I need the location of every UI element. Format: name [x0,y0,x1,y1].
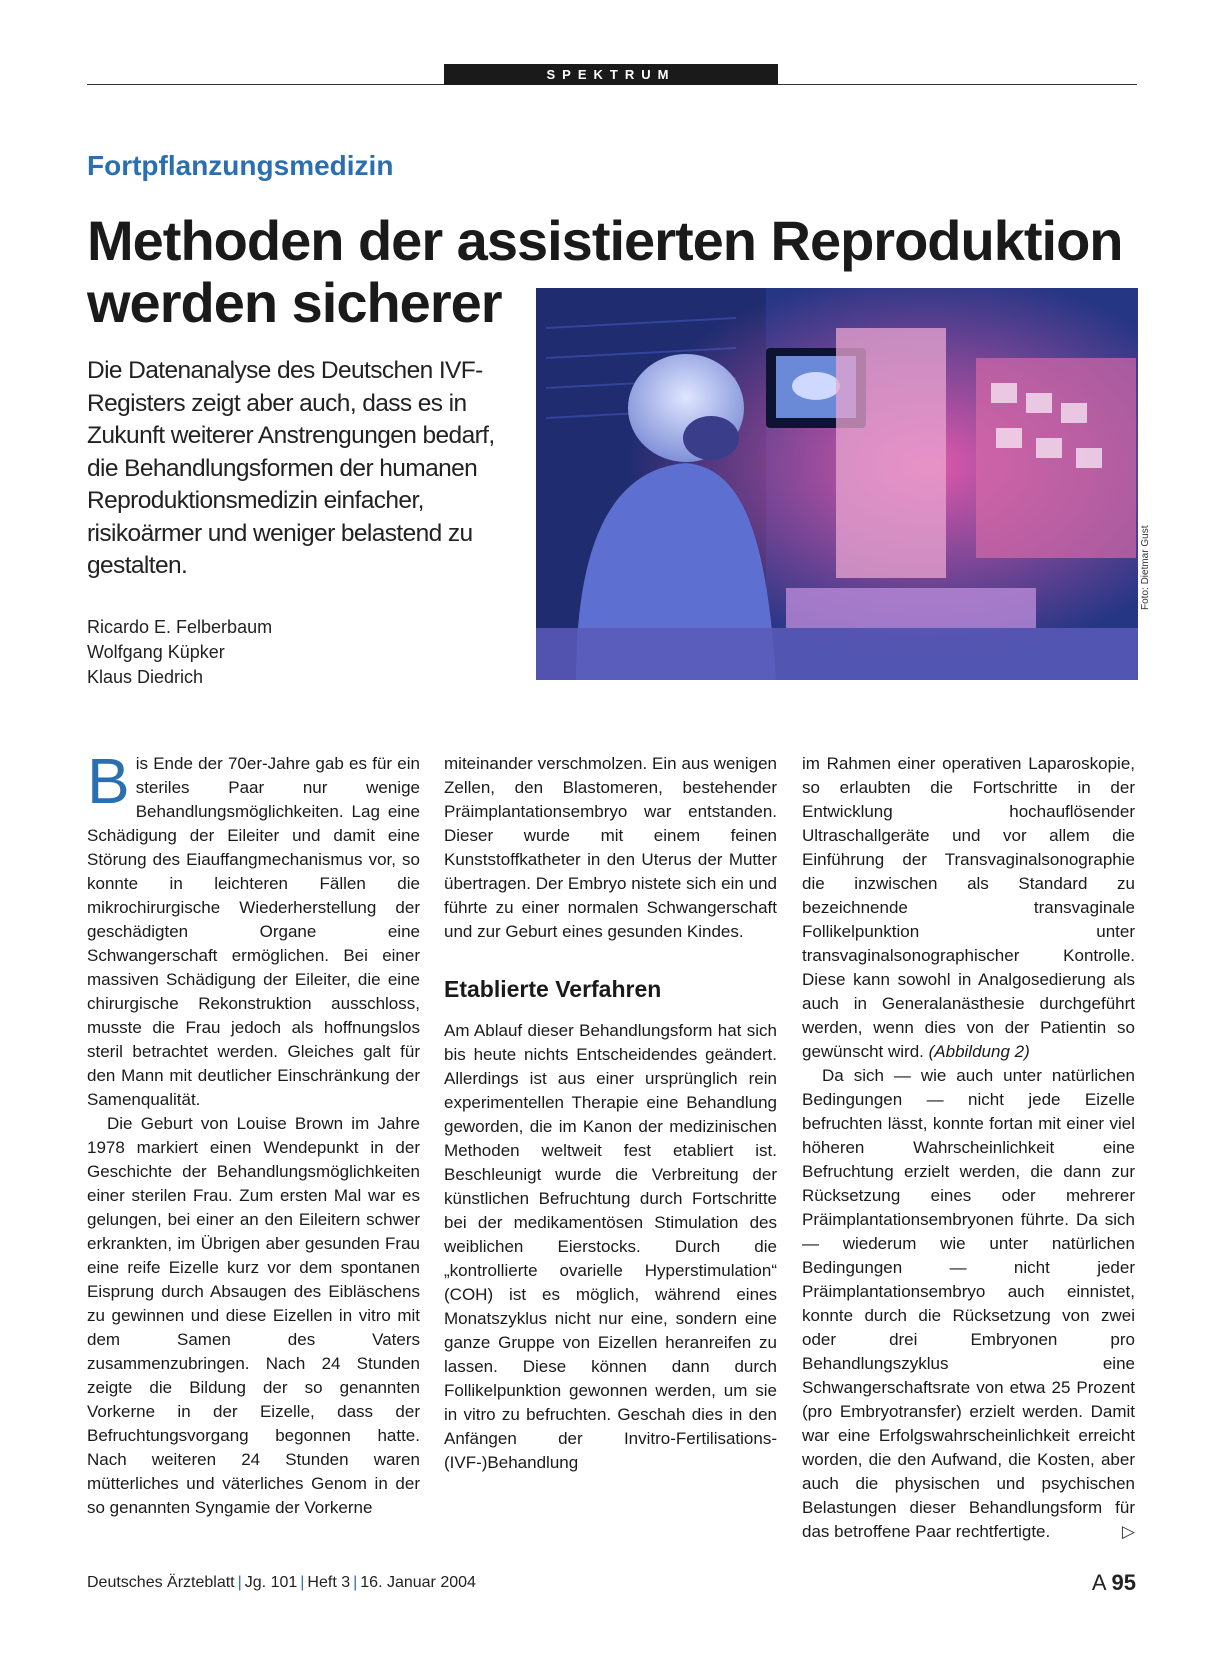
separator: | [353,1574,358,1591]
issue: Heft 3 [307,1574,351,1591]
author-name: Wolfgang Küpker [87,642,225,662]
author-name: Ricardo E. Felberbaum [87,617,273,637]
paragraph-text: is Ende der 70er-Jahre gab es für ein steriles Paar nur wenige Behandlungsmöglichkeiten. Lag eine Schädigung der Eileiter und damit eine Störung des Eiauffangmechanismus vor, so konnte in leichteren Fällen die mikrochirurgische Wiederherstellung der geschädigten Organe eine Schwangerschaft ermöglichen. Bei einer massiven Schädigung der Eileiter, die eine chirurgische Rekonstruktion ausschloss, musste die Frau jedoch als hoffnungslos steril betrachtet werden. Gleiches galt für den Mann mit deutlicher Einschränkung der Samenqualität. [87,754,420,1109]
author-list [87,615,272,690]
page-prefix: A [1091,1570,1106,1595]
separator: | [237,1574,242,1591]
continue-arrow-icon: ▷ [1121,1522,1135,1541]
author-name: Klaus Diedrich [87,667,204,687]
separator: | [300,1574,305,1591]
paragraph [802,1064,1135,1544]
page-number-value: 95 [1111,1570,1136,1595]
drop-cap: B [87,745,130,817]
paragraph: Am Ablauf dieser Behandlungsform hat sich bis heute nichts Entscheidendes geändert. Allerdings ist aus einer ursprünglich rein experimentellen Therapie eine Behandlung geworden, die im Kanon der medizinischen Methoden weltweit fest etabliert ist. Beschleunigt wurde die Verbreitung der künstlichen Befruchtung durch Fortschritte bei der medikamentösen Stimulation des weiblichen Eierstocks. Durch die „kontrollierte ovarielle Hyperstimulation“ (COH) ist es möglich, während eines Monatszyklus nicht nur eine, sondern eine ganze Gruppe von Eizellen heranreifen zu lassen. Diese können dann durch Follikelpunktion gewonnen werden, um sie in vitro zu befruchten. Geschah dies in den Anfängen der Invitro-Fertilisations-(IVF-)Behandlung [444,1021,777,1472]
section-kicker: SPEKTRUM [444,64,778,85]
lab-photo [536,288,1138,680]
paragraph: Die Geburt von Louise Brown im Jahre 1978 markiert einen Wendepunkt in der Geschichte der Behandlungsmöglichkeiten einer sterilen Frau. Zum ersten Mal war es gelungen, bei einer an den Eileitern schwer erkrankten, im Übrigen aber gesunden Frau eine reife Eizelle kurz vor dem spontanen Eisprung durch Absaugen des Eibläschens zu gewinnen und diese Eizellen in vitro mit dem Samen des Vaters zusammenzubringen. Nach 24 Stunden zeigte die Bildung der so genannten Vorkerne in der Eizelle, dass der Befruchtungsvorgang begonnen hatte. Nach weiteren 24 Stunden waren mütterliches und väterliches Genom in der so genannten Syngamie der Vorkerne [87,1114,420,1517]
journal-name: Deutsches Ärzteblatt [87,1574,235,1591]
paragraph-text: im Rahmen einer operativen Laparoskopie, so erlaubten die Fortschritte in der Entwicklung hochauflösender Ultraschallgeräte und vor allem die Einführung der Transvaginalsonographie die inzwischen als Standard zu bezeichnende transvaginale Follikelpunktion unter transvaginalsonographischer Kontrolle. Diese kann sowohl in Analgosedierung als auch in Generalanästhesie durchgeführt werden, wenn dies von der Patientin so gewünscht wird. [802,754,1135,1061]
paragraph [87,745,420,1112]
paragraph-text: Da sich — wie auch unter natürlichen Bedingungen — nicht jede Eizelle befruchten lässt, konnte fortan mit einer viel höheren Wahrscheinlichkeit eine Befruchtung erzielt werden, die dann zur Rücksetzung eines oder mehrerer Präimplantationsembryonen führte. Da sich — wiederum wie unter natürlichen Bedingungen — nicht jeder Präimplantationsembryo auch einnistet, konnte durch die Rücksetzung von zwei oder drei Embryonen pro Behandlungszyklus eine Schwangerschaftsrate von etwa 25 Prozent (pro Embryotransfer) erzielt werden. Damit war eine Erfolgswahrscheinlichkeit erreicht worden, die den Aufwand, die Kosten, aber auch die physischen und psychischen Belastungen dieser Behandlungsform für das betroffene Paar rechtfertigte. [802,1066,1135,1541]
lead-paragraph: Die Datenanalyse des Deutschen IVF-Registers zeigt aber auch, dass es in Zukunft weiterer Anstrengungen bedarf, die Behandlungsformen der humanen Reproduktionsmedizin einfacher, risikoärmer und weniger belastend zu gestalten. [87,357,495,579]
figure-reference: (Abbildung 2) [928,1042,1030,1061]
page-number [1092,1570,1136,1596]
lab-photo-illustration [536,288,1138,680]
headline-line-1: Methoden der assistierten Reproduktion [87,209,1123,272]
footer-citation [87,1574,476,1592]
photo-credit: Foto: Dietmar Gust [1140,525,1151,610]
section-subheading: Etablierte Verfahren [444,976,662,1002]
body-column-1 [87,745,420,1520]
paragraph [802,752,1135,1064]
volume: Jg. 101 [244,1574,298,1591]
body-column-2 [444,752,777,1475]
headline-line-2: werden sicherer [87,271,502,334]
body-column-3 [802,752,1135,1544]
paragraph: miteinander verschmolzen. Ein aus wenigen Zellen, den Blastomeren, bestehender Präimplantationsembryo war entstanden. Dieser wurde mit einem feinen Kunststoffkatheter in den Uterus der Mutter übertragen. Der Embryo nistete sich ein und führte zu einer normalen Schwangerschaft und zur Geburt eines gesunden Kindes. [444,754,777,941]
department-label: Fortpflanzungsmedizin [87,150,394,181]
issue-date: 16. Januar 2004 [360,1574,476,1591]
